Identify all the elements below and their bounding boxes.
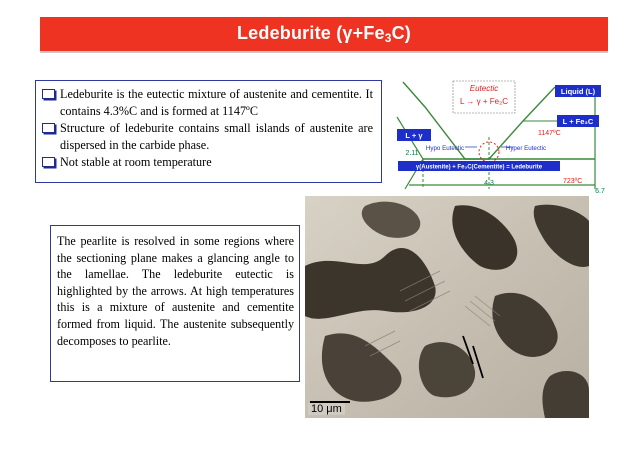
liquid-label: Liquid (L) [560,87,596,96]
carbon-43: 4.3 [484,180,494,187]
hyper-label: Hyper Eutectic [505,145,547,152]
hypo-label: Hypo Eutectic [425,145,465,152]
phase-diagram [395,77,611,195]
ledeburite-bar: γ(Austenite) + Fe₃C(Cementite) = Ledeburite [415,164,543,171]
bullet-text: Structure of ledeburite contains small islands of austenite are dispersed in the carbide phase. [60,121,373,152]
eutectic-reaction: L → γ + Fe₂C [460,97,508,106]
l-fe3c-label: L + Fe₃C [562,117,594,126]
l-gamma-label: L + γ [405,131,423,140]
slide-title: Ledeburite $(\gamma+Fe_3C)$ [236,23,412,45]
bullet-item [42,154,373,171]
checkbox-bullet-icon [42,157,55,167]
carbon-67: 6.7 [595,188,605,195]
paragraph-box [50,225,300,382]
bullet-text: Not stable at room temperature [60,155,212,169]
micrograph-image [305,196,589,418]
bullet-item [42,120,373,154]
eutectic-title: Eutectic [469,84,499,93]
paragraph-text: The pearlite is resolved in some regions where the sectioning plane makes a glancing angle to the lamellae. The ledeburite eutectic is highlighted by the arrows. At high temperatures this is a mixture of austenite and cementite formed from liquid. The austenite subsequently decomposes to pearlite. [57,234,294,348]
bullet-item [42,86,373,120]
carbon-211: 2.11 [405,150,419,157]
temp-723: 723ºC [563,178,583,185]
bullet-text: Ledeburite is the eutectic mixture of austenite and cementite. It contains 4.3%C and is formed at 1147ºC [60,87,373,118]
checkbox-bullet-icon [42,123,55,133]
title-bar [40,17,608,53]
checkbox-bullet-icon [42,89,55,99]
bullet-box [35,80,382,183]
scale-label: 10 μm [308,403,345,415]
temp-1147: 1147ºC [538,130,561,137]
